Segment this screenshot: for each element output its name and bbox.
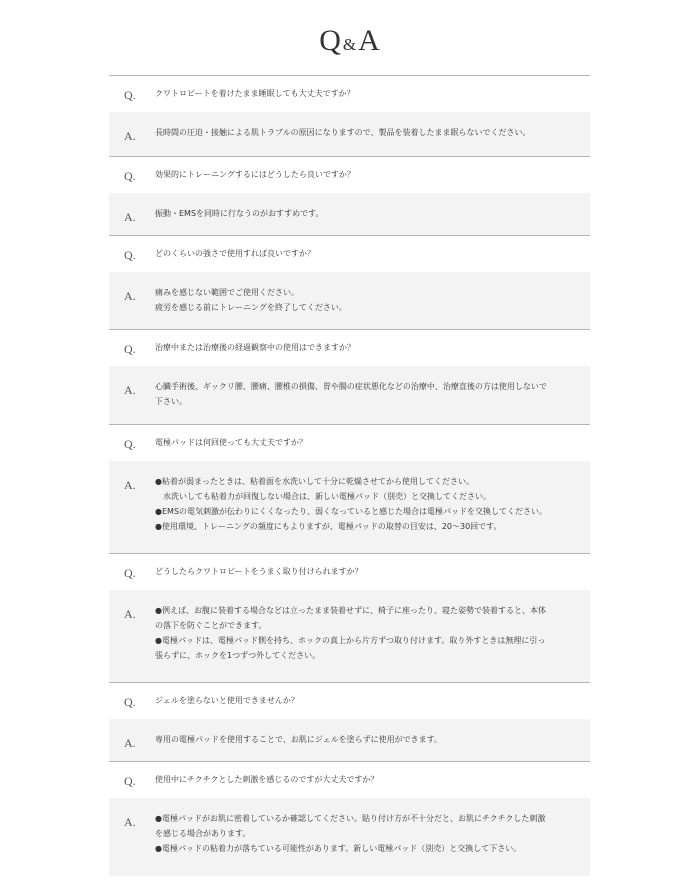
question-mark-label: Q.	[124, 566, 136, 580]
answer-line: 下さい。	[155, 397, 187, 406]
answer-row	[109, 719, 590, 761]
question-text: 電極パッドは何回使っても大丈夫ですか？	[155, 438, 307, 447]
answer-line: 疲労を感じる前にトレーニングを終了してください。	[155, 303, 347, 312]
answer-text	[155, 474, 576, 534]
answer-text	[155, 603, 576, 663]
answer-mark-label: A.	[124, 210, 136, 224]
answer-mark-label: A.	[124, 289, 136, 303]
answer-line: ●電極パッドがお肌に密着しているか確認してください。貼り付け方が不十分だと、お肌にチクチクした刺激	[155, 814, 546, 823]
answer-line: 長時間の圧迫・接触による肌トラブルの原因になりますので、製品を装着したまま眠らないでください。	[155, 128, 531, 137]
answer-line: ●EMSの電気刺激が伝わりにくくなったり、弱くなっていると感じた場合は電極パッドを交換してください。	[155, 507, 548, 516]
answer-text	[155, 206, 576, 221]
answer-line: 痛みを感じない範囲でご使用ください。	[155, 288, 299, 297]
answer-row	[109, 590, 590, 682]
question-text: ジェルを塗らないと使用できませんか？	[155, 696, 299, 705]
question-mark-label: Q.	[124, 248, 136, 262]
answer-mark-label: A.	[124, 815, 136, 829]
answer-row	[109, 112, 590, 156]
question-row	[109, 424, 590, 461]
question-row	[109, 329, 590, 366]
question-mark-label: Q.	[124, 342, 136, 356]
answer-mark-label: A.	[124, 478, 136, 492]
question-mark-label: Q.	[124, 774, 136, 788]
answer-text	[155, 285, 576, 315]
question-row	[109, 75, 590, 112]
question-row	[109, 553, 590, 590]
answer-row	[109, 193, 590, 235]
answer-line: 張らずに、ホックを1つずつ外してください。	[155, 651, 321, 660]
title-ampersand: &	[342, 35, 358, 54]
answer-line: の落下を防ぐことができます。	[155, 621, 267, 630]
answer-line: ●電極パッドは、電極パッド側を持ち、ホックの真上から片方ずつ取り付けます。取り外すときは無理に引っ	[155, 636, 546, 645]
question-text: 使用中にチクチクとした刺激を感じるのですが大丈夫ですか？	[155, 775, 379, 784]
answer-line: 振動・EMSを同時に行なうのがおすすめです。	[155, 209, 324, 218]
question-mark-label: Q.	[124, 88, 136, 102]
question-text: 効果的にトレーニングするにはどうしたら良いですか？	[155, 170, 355, 179]
answer-row	[109, 366, 590, 424]
answer-line: 専用の電極パッドを使用することで、お肌にジェルを塗らずに使用ができます。	[155, 735, 443, 744]
answer-row	[109, 272, 590, 329]
answer-line: 水洗いしても粘着力が回復しない場合は、新しい電極パッド（別売）と交換してください。	[155, 492, 491, 501]
page-title	[0, 24, 700, 58]
answer-line: 心臓手術後、ギックリ腰、腰痛、腰椎の損傷、胃や腸の症状悪化などの治療中、治療直後の方は使用しないで	[155, 382, 547, 391]
answer-mark-label: A.	[124, 129, 136, 143]
answer-text	[155, 732, 576, 747]
qa-list	[109, 75, 590, 876]
answer-line: ●粘着が弱まったときは、粘着面を水洗いして十分に乾燥させてから使用してください。	[155, 477, 474, 486]
question-row	[109, 235, 590, 272]
answer-row	[109, 461, 590, 553]
answer-text	[155, 379, 576, 409]
answer-mark-label: A.	[124, 383, 136, 397]
question-row	[109, 682, 590, 719]
answer-text	[155, 125, 576, 140]
question-row	[109, 761, 590, 798]
answer-mark-label: A.	[124, 736, 136, 750]
question-text: どのくらいの強さで使用すれば良いですか？	[155, 249, 315, 258]
question-row	[109, 156, 590, 193]
question-text: どうしたらクワトロビートをうまく取り付けられますか？	[155, 567, 363, 576]
question-text: 治療中または治療後の経過観察中の使用はできますか？	[155, 343, 355, 352]
answer-mark-label: A.	[124, 607, 136, 621]
title-q: Q	[319, 24, 342, 57]
question-text: クワトロビートを着けたまま睡眠しても大丈夫ですか？	[155, 89, 355, 98]
question-mark-label: Q.	[124, 695, 136, 709]
question-mark-label: Q.	[124, 437, 136, 451]
answer-line: を感じる場合があります。	[155, 829, 251, 838]
answer-text	[155, 811, 576, 856]
answer-line: ●電極パッドの粘着力が落ちている可能性があります。新しい電極パッド（別売）と交換して下さい。	[155, 844, 522, 853]
answer-line: ●使用環境、トレーニングの頻度にもよりますが、電極パッドの取替の目安は、20〜30回です。	[155, 522, 502, 531]
answer-row	[109, 798, 590, 876]
question-mark-label: Q.	[124, 169, 136, 183]
title-a: A	[358, 24, 381, 57]
answer-line: ●例えば、お腹に装着する場合などは立ったまま装着せずに、椅子に座ったり、寝た姿勢で装着すると、本体	[155, 606, 546, 615]
